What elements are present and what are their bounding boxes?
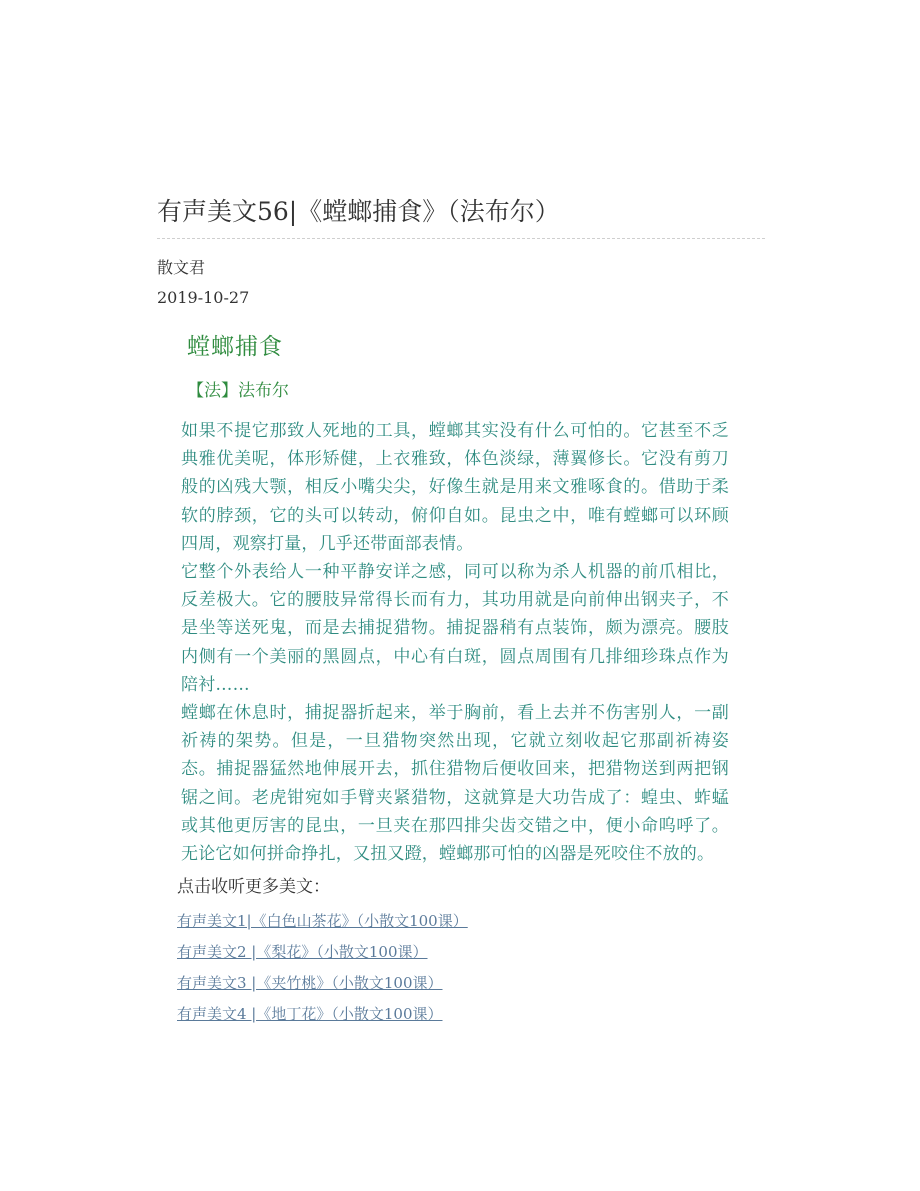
article-paragraph-1: 如果不提它那致人死地的工具，螳螂其实没有什么可怕的。它甚至不乏典雅优美呢，体形矫健，上衣雅致，体色淡绿，薄翼修长。它没有剪刀般的凶残大颚，相反小嘴尖尖，好像生就是用来文雅啄食的。借助于柔软的脖颈，它的头可以转动，俯仰自如。昆虫之中，唯有螳螂可以环顾四周，观察打量，几乎还带面部表情。	[181, 421, 729, 554]
list-item	[177, 968, 729, 999]
more-link-4[interactable]: 有声美文4 |《地丁花》（小散文100课）	[177, 1005, 443, 1024]
article-paragraph-3: 螳螂在休息时，捕捉器折起来，举于胸前，看上去并不伤害别人，一副祈祷的架势。但是，一旦猎物突然出现，它就立刻收起它那副祈祷姿态。捕捉器猛然地伸展开去，抓住猎物后便收回来，把猎物送到两把钢锯之间。老虎钳宛如手臂夹紧猎物，这就算是大功告成了：蝗虫、蚱蜢或其他更厉害的昆虫，一旦夹在那四排尖齿交错之中，便小命呜呼了。无论它如何拼命挣扎，又扭又蹬，螳螂那可怕的凶器是死咬住不放的。	[181, 703, 729, 865]
more-links-list	[177, 906, 729, 1030]
more-link-1[interactable]: 有声美文1|《白色山茶花》（小散文100课）	[177, 912, 468, 931]
list-item	[177, 999, 729, 1030]
title-divider	[157, 238, 765, 239]
more-link-3[interactable]: 有声美文3 |《夹竹桃》（小散文100课）	[177, 974, 443, 993]
article-author: 【法】法布尔	[187, 381, 289, 401]
post-author: 散文君	[157, 258, 206, 277]
list-item	[177, 906, 729, 937]
more-label: 点击收听更多美文：	[177, 877, 330, 898]
more-link-2[interactable]: 有声美文2 |《梨花》（小散文100课）	[177, 943, 428, 962]
post-meta	[157, 253, 765, 313]
page-container	[157, 192, 765, 1030]
page-title: 有声美文56|《螳螂捕食》（法布尔）	[157, 197, 560, 226]
article-body	[177, 325, 729, 1030]
list-item	[177, 937, 729, 968]
article-title: 螳螂捕食	[187, 334, 283, 360]
post-date: 2019-10-27	[157, 288, 250, 307]
article-paragraph-2: 它整个外表给人一种平静安详之感，同可以称为杀人机器的前爪相比，反差极大。它的腰肢异常得长而有力，其功用就是向前伸出钢夹子，不是坐等送死鬼，而是去捕捉猎物。捕捉器稍有点装饰，颇为漂亮。腰肢内侧有一个美丽的黑圆点，中心有白斑，圆点周围有几排细珍珠点作为陪衬……	[181, 562, 729, 695]
